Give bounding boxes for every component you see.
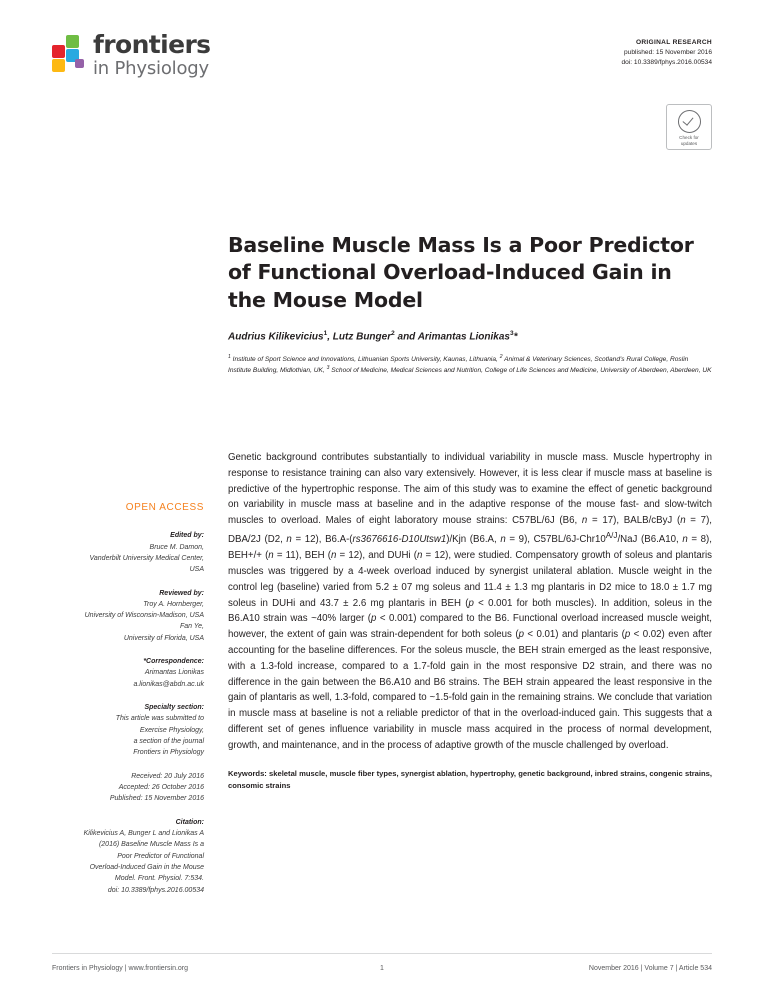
article-dates (52, 771, 204, 805)
accepted-date: Accepted: 26 October 2016 (118, 784, 204, 792)
title-block (228, 232, 712, 377)
badge-line1: Check for (679, 135, 699, 140)
keywords-line (228, 768, 712, 792)
page-footer (52, 965, 712, 972)
published-date: published: 15 November 2016 (624, 49, 712, 57)
affiliations: $^1$ Institute of Sport Science and Innovations, Lithuanian Sports University, Kaunas, Lithuania, $^2$ Animal & Veterinary Sciences, Scotland's Rural College, Roslin Institute Building, Midlothian, UK, $^3$ School of Medicine, Medical Sciences and Nutrition, College of Life Sciences and Medicine, University of Aberdeen, Aberdeen, UK (228, 354, 712, 375)
edited-by-label: Edited by: (170, 532, 204, 540)
published-date-sidebar: Published: 15 November 2016 (109, 795, 204, 803)
keywords-value: skeletal muscle, muscle fiber types, synergist ablation, hypertrophy, genetic background, inbred strains, congenic strains, consomic strains (228, 768, 712, 790)
keywords-label: Keywords: (228, 768, 270, 778)
page-title: Baseline Muscle Mass Is a Poor Predictor of Functional Overload-Induced Gain in the Mouse Model (228, 233, 694, 312)
page-header (52, 32, 712, 94)
correspondence-label: *Correspondence: (143, 658, 204, 666)
page-number: 1 (380, 965, 384, 972)
abstract-section (228, 450, 712, 792)
article-type: ORIGINAL RESEARCH (635, 39, 712, 46)
badge-line2: updates (680, 140, 698, 146)
frontiers-logo (52, 32, 210, 78)
specialty-section-label: Specialty section: (144, 704, 204, 712)
logo-main-text: frontiers (93, 30, 211, 59)
edited-by-value: Bruce M. Damon, Vanderbilt University Medical Center, USA (89, 543, 204, 574)
open-access-label: OPEN ACCESS (125, 502, 204, 513)
abstract-text: Genetic background contributes substantially to individual variability in muscle mass. Muscle hypertrophy in response to resistance training can also vary extensively. However, it is less clear if muscle mass at baseline is predictive of the hypertrophic response. The aim of this study was to examine the effect of genetic background on variability in muscle mass at baseline and in the adaptive response of the mouse fast- and slow-twitch muscles to overload. Males of eight laboratory mouse strains: C57BL/6J (B6, n = 17), BALB/cByJ (n = 7), DBA/2J (D2, n = 12), B6.A-(rs3676616-D10Utsw1)/Kjn (B6.A, n = 9), $C57BL/6J-Chr10^{A/J}$/NaJ (B6.A10, n = 8), BEH+/+ (n = 11), BEH (n = 12), and DUHi (n = 12), were studied. Compensatory growth of soleus and plantaris muscles was triggered by a 4-week overload induced by synergist unilateral ablation. Muscle weight in the control leg (baseline) varied from 5.2 ± 07 mg soleus and 11.4 ± 1.3 mg plantaris in D2 mice to 18.0 ± 1.7 mg soleus in DUHi and 43.7 ± 2.6 mg plantaris in BEH (p < 0.001 for both muscles). In addition, soleus in the B6.A10 strain was ~40% larger (p < 0.001) compared to the B6. Functional overload increased muscle weight, however, the extent of gain was strain-dependent for both soleus (p < 0.01) and plantaris (p < 0.02) even after accounting for the baseline differences. For the soleus muscle, the BEH strain emerged as the least responsive, with a 1.3-fold increase, compared to a 1.7-fold gain in the most responsive D2 strain, and there was no difference in the gain between the B6.A10 and B6 strains. The BEH strain appeared the least responsive in the gain of plantaris as well, 1.3-fold, compared to ~1.5-fold gain in the remaining strains. We conclude that variation in muscle mass at baseline is not a reliable predictor of that in the overload-induced gain. This suggests that a different set of genes influence variability in muscle mass acquired in the process of normal development, growth, and maintenance, and in the process of adaptive growth of the muscle challenged by overload. (228, 452, 713, 751)
checkmark-icon (678, 110, 701, 133)
footer-right: November 2016 | Volume 7 | Article 534 (588, 965, 712, 972)
reviewed-by-value: Troy A. Hornberger, University of Wisconsin-Madison, USA Fan Ye, University of Florida, USA (84, 600, 204, 642)
correspondence-value[interactable]: Arimantas Lionikas a.lionikas@abdn.ac.uk (133, 669, 204, 688)
citation-label: Citation: (175, 818, 204, 826)
sidebar-metadata (52, 500, 204, 896)
citation-value: Kilikevicius A, Bunger L and Lionikas A (2016) Baseline Muscle Mass Is a Poor Predictor of Functional Overload-Induced Gain in the Mouse Model. Front. Physiol. 7:534. doi: 10.3389/fphys.2016.00534 (83, 830, 204, 894)
specialty-section-value: This article was submitted to Exercise Physiology, a section of the journal Frontiers in Physiology (115, 715, 204, 757)
footer-left[interactable]: Frontiers in Physiology | www.frontiersin.org (52, 965, 189, 972)
frontiers-logo-icon (52, 35, 86, 69)
doi-text: doi: 10.3389/fphys.2016.00534 (621, 59, 712, 67)
received-date: Received: 20 July 2016 (131, 772, 204, 780)
footer-divider (52, 953, 712, 954)
author-list: Audrius Kilikevicius$^1$, Lutz Bunger$^2$ and Arimantas Lionikas$^3$* (228, 329, 518, 343)
logo-sub-text: in Physiology (93, 58, 209, 79)
check-for-updates-badge[interactable] (666, 104, 712, 150)
header-meta (621, 38, 712, 69)
reviewed-by-label: Reviewed by: (159, 589, 204, 597)
